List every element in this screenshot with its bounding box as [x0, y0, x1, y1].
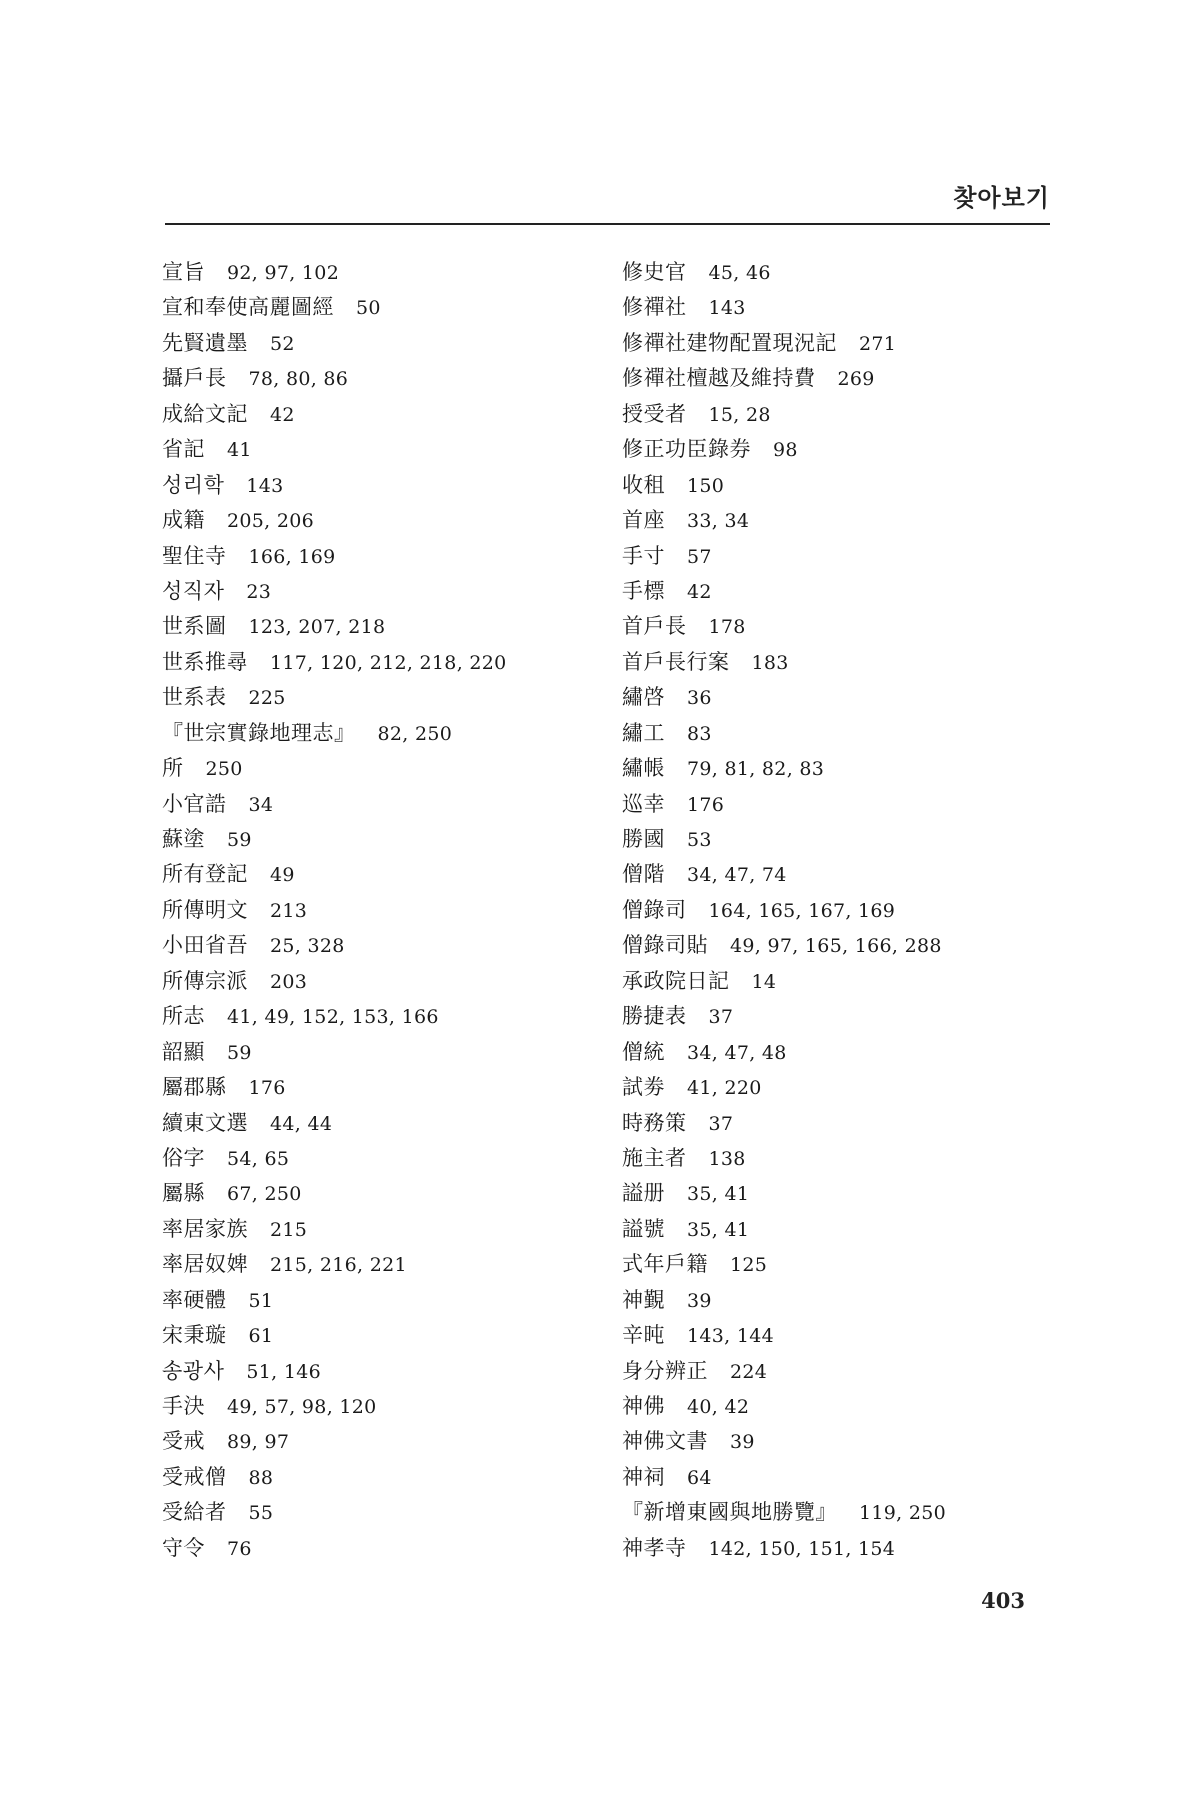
index-term: 攝戶長 [162, 366, 227, 391]
index-entry [162, 609, 592, 644]
index-entry [622, 539, 1052, 574]
index-page-refs: 37 [708, 1112, 734, 1135]
index-term: 繡啓 [622, 685, 665, 710]
index-term: 韶顯 [162, 1039, 205, 1064]
index-entry [622, 1176, 1052, 1211]
index-entry [622, 680, 1052, 715]
index-term: 率硬體 [162, 1287, 227, 1312]
page-number: 403 [981, 1588, 1025, 1613]
index-term: 首戶長行案 [622, 649, 730, 674]
index-page-refs: 55 [248, 1502, 274, 1525]
index-term: 首座 [622, 508, 665, 533]
index-term: 受戒僧 [162, 1464, 227, 1489]
index-term: 修史官 [622, 260, 687, 284]
index-entry [162, 787, 592, 822]
index-page-refs: 57 [687, 545, 712, 568]
index-page-refs: 79, 81, 82, 83 [687, 758, 825, 781]
index-column-right [622, 255, 1052, 1566]
index-term: 謚號 [622, 1216, 665, 1241]
index-term: 僧錄司 [622, 897, 687, 922]
index-page-refs: 34, 47, 74 [687, 864, 787, 887]
index-entry [162, 857, 592, 892]
index-entry [162, 1212, 592, 1247]
index-entry [162, 1283, 592, 1318]
index-page-refs: 117, 120, 212, 218, 220 [270, 651, 507, 674]
index-entry [162, 1035, 592, 1070]
index-page-refs: 164, 165, 167, 169 [708, 899, 896, 922]
index-page-refs: 41, 220 [687, 1077, 762, 1100]
index-page-refs: 59 [227, 829, 252, 851]
index-entry [622, 397, 1052, 432]
header-divider [165, 223, 1050, 225]
index-entry [622, 1354, 1052, 1389]
index-term: 神覲 [622, 1287, 665, 1312]
index-term: 神佛文書 [622, 1429, 708, 1454]
index-entry [162, 1460, 592, 1495]
index-term: 式年戶籍 [622, 1252, 708, 1277]
index-page-refs: 42 [687, 580, 712, 603]
index-entry [622, 609, 1052, 644]
index-entry [622, 999, 1052, 1034]
index-term: 小田省吾 [162, 933, 248, 958]
index-page-refs: 92, 97, 102 [227, 262, 340, 284]
index-term: 施主者 [622, 1145, 687, 1170]
index-page-refs: 98 [773, 439, 798, 462]
index-term: 宣旨 [162, 260, 205, 284]
index-term: 屬縣 [162, 1181, 205, 1206]
index-term: 省記 [162, 437, 205, 462]
index-term: 試劵 [622, 1075, 665, 1100]
index-term: 所傳宗派 [162, 968, 248, 993]
index-entry [622, 1247, 1052, 1282]
index-page-refs: 213 [270, 899, 308, 922]
index-page-refs: 215 [270, 1218, 308, 1241]
index-term: 성직자 [162, 578, 225, 603]
index-entry [162, 1247, 592, 1282]
index-page-refs: 52 [270, 332, 295, 355]
index-entry [622, 1424, 1052, 1459]
index-entry [162, 1495, 592, 1530]
index-entry [622, 857, 1052, 892]
index-entry [622, 964, 1052, 999]
index-entry [622, 1389, 1052, 1424]
index-page-refs: 125 [730, 1254, 768, 1277]
index-entry [622, 928, 1052, 963]
index-term: 率居奴婢 [162, 1252, 248, 1277]
index-entry [622, 1531, 1052, 1566]
index-term: 辛旽 [622, 1323, 665, 1348]
index-term: 修正功臣錄券 [622, 437, 751, 462]
index-term: 修禪社檀越及維持費 [622, 366, 816, 391]
index-page-refs: 49 [270, 864, 295, 887]
index-entry [162, 964, 592, 999]
index-entry [162, 290, 592, 325]
index-entry [622, 1318, 1052, 1353]
index-term: 神佛 [622, 1394, 665, 1418]
index-term: 授受者 [622, 401, 687, 426]
index-entry [162, 1141, 592, 1176]
index-entry [622, 1212, 1052, 1247]
index-term: 手寸 [622, 543, 665, 568]
index-term: 屬郡縣 [162, 1075, 227, 1100]
index-term: 世系圖 [162, 614, 227, 639]
index-entry [622, 1070, 1052, 1105]
index-entry [162, 1176, 592, 1211]
index-entry [162, 361, 592, 396]
index-entry [162, 397, 592, 432]
index-term: 神祠 [622, 1464, 665, 1489]
index-term: 神孝寺 [622, 1535, 687, 1560]
index-term: 『新增東國與地勝覽』 [622, 1500, 837, 1525]
page-header [165, 178, 1050, 230]
index-term: 續東文選 [162, 1110, 248, 1135]
index-term: 『世宗實錄地理志』 [162, 720, 356, 745]
index-term: 宋秉璇 [162, 1323, 227, 1348]
index-term: 修禪社 [622, 295, 687, 320]
index-page-refs: 50 [356, 297, 381, 320]
index-term: 所 [162, 756, 184, 781]
index-page-refs: 88 [248, 1466, 274, 1489]
index-term: 所志 [162, 1004, 205, 1029]
index-page-refs: 78, 80, 86 [248, 368, 349, 391]
index-term: 勝捷表 [622, 1004, 687, 1029]
index-page-refs: 14 [751, 970, 777, 993]
index-page-refs: 35, 41 [687, 1183, 750, 1206]
index-page-refs: 64 [687, 1466, 712, 1489]
index-entry [162, 1389, 592, 1424]
index-entry [622, 574, 1052, 609]
index-entry [622, 255, 1052, 290]
index-page-refs: 250 [205, 758, 243, 781]
index-page-refs: 142, 150, 151, 154 [708, 1537, 896, 1560]
index-term: 巡幸 [622, 791, 665, 816]
index-entry [622, 1495, 1052, 1530]
index-page-refs: 76 [227, 1537, 252, 1560]
index-entry [162, 928, 592, 963]
index-page-refs: 82, 250 [377, 722, 453, 745]
index-page-refs: 89, 97 [227, 1431, 290, 1454]
index-entry [622, 468, 1052, 503]
index-term: 先賢遺墨 [162, 330, 248, 355]
index-page-refs: 35, 41 [687, 1218, 750, 1241]
index-page-refs: 41, 49, 152, 153, 166 [227, 1006, 439, 1029]
index-page-refs: 215, 216, 221 [270, 1254, 407, 1277]
index-entry [162, 1354, 592, 1389]
index-term: 繡工 [622, 720, 665, 745]
index-term: 宣和奉使高麗圖經 [162, 295, 334, 320]
index-term: 僧統 [622, 1039, 665, 1064]
index-page-refs: 271 [859, 332, 897, 355]
index-page-refs: 53 [687, 829, 712, 851]
index-page-refs: 176 [248, 1077, 286, 1100]
index-page-refs: 49, 57, 98, 120 [227, 1396, 377, 1418]
index-entry [162, 751, 592, 786]
index-entry [622, 1460, 1052, 1495]
index-page-refs: 83 [687, 722, 712, 745]
index-term: 蘇塗 [162, 827, 205, 851]
index-term: 小官誥 [162, 791, 227, 816]
index-entry [162, 1070, 592, 1105]
section-title: 찾아보기 [953, 184, 1050, 212]
index-entry [622, 716, 1052, 751]
index-term: 勝國 [622, 827, 665, 851]
index-term: 受給者 [162, 1500, 227, 1525]
index-page-refs: 138 [708, 1147, 746, 1170]
index-page-refs: 51, 146 [246, 1360, 321, 1383]
index-page-refs: 119, 250 [859, 1502, 947, 1525]
index-page-refs: 51 [248, 1289, 274, 1312]
index-entry [162, 503, 592, 538]
index-entry [162, 539, 592, 574]
index-entry [162, 574, 592, 609]
index-entry [162, 1531, 592, 1566]
index-entry [162, 326, 592, 361]
index-page-refs: 33, 34 [687, 510, 750, 533]
index-term: 繡帳 [622, 756, 665, 781]
index-page-refs: 25, 328 [270, 935, 345, 958]
index-page-refs: 183 [751, 651, 789, 674]
index-entry [162, 1106, 592, 1141]
index-entry [162, 255, 592, 290]
index-term: 송광사 [162, 1358, 225, 1383]
index-page-refs: 176 [687, 793, 725, 816]
index-page-refs: 67, 250 [227, 1183, 302, 1206]
index-page-refs: 150 [687, 474, 725, 497]
index-page-refs: 37 [708, 1006, 734, 1029]
index-page-refs: 39 [687, 1289, 712, 1312]
index-entry [162, 1318, 592, 1353]
index-term: 성리학 [162, 472, 225, 497]
index-page-refs: 49, 97, 165, 166, 288 [730, 935, 942, 958]
index-term: 身分辨正 [622, 1358, 708, 1383]
index-entry [162, 432, 592, 467]
index-entry [622, 503, 1052, 538]
index-term: 率居家族 [162, 1216, 248, 1241]
index-term: 僧階 [622, 862, 665, 887]
index-entry [622, 1283, 1052, 1318]
index-term: 所傳明文 [162, 897, 248, 922]
index-term: 手決 [162, 1394, 205, 1418]
index-term: 世系表 [162, 685, 227, 710]
index-term: 收租 [622, 472, 665, 497]
index-entry [162, 1424, 592, 1459]
index-page-refs: 143 [246, 474, 284, 497]
index-page-refs: 41 [227, 439, 252, 462]
index-entry [622, 1106, 1052, 1141]
index-term: 修禪社建物配置現況記 [622, 330, 837, 355]
index-entry [622, 290, 1052, 325]
index-page-refs: 34, 47, 48 [687, 1041, 787, 1064]
index-entry [622, 1141, 1052, 1176]
index-page-refs: 166, 169 [248, 545, 336, 568]
index-page-refs: 54, 65 [227, 1147, 290, 1170]
index-page-refs: 34 [248, 793, 274, 816]
index-term: 受戒 [162, 1429, 205, 1454]
index-entry [622, 432, 1052, 467]
index-entry [162, 893, 592, 928]
index-page-refs: 59 [227, 1041, 252, 1064]
index-entry [162, 999, 592, 1034]
index-entry [622, 787, 1052, 822]
index-page-refs: 61 [248, 1325, 274, 1348]
index-term: 手標 [622, 578, 665, 603]
index-entry [622, 751, 1052, 786]
index-page-refs: 23 [246, 580, 272, 603]
index-page-refs: 224 [730, 1360, 768, 1383]
index-page-refs: 143, 144 [687, 1325, 775, 1348]
index-term: 成籍 [162, 508, 205, 533]
index-page-refs: 36 [687, 687, 712, 710]
index-entry [162, 680, 592, 715]
index-term: 守令 [162, 1535, 205, 1560]
index-term: 謚册 [622, 1181, 665, 1206]
index-term: 所有登記 [162, 862, 248, 887]
index-entry [622, 822, 1052, 857]
index-entry [622, 645, 1052, 680]
index-page-refs: 269 [837, 368, 875, 391]
index-entry [622, 361, 1052, 396]
index-page-refs: 205, 206 [227, 510, 315, 533]
index-term: 僧錄司貼 [622, 933, 708, 958]
index-entry [162, 468, 592, 503]
index-page-refs: 225 [248, 687, 286, 710]
index-entry [162, 645, 592, 680]
index-page-refs: 44, 44 [270, 1112, 333, 1135]
index-column-left [162, 255, 592, 1566]
index-page-refs: 143 [708, 297, 746, 320]
index-page-refs: 39 [730, 1431, 755, 1454]
index-term: 時務策 [622, 1110, 687, 1135]
index-entry [162, 716, 592, 751]
index-page-refs: 45, 46 [708, 262, 771, 284]
index-term: 聖住寺 [162, 543, 227, 568]
index-term: 世系推尋 [162, 649, 248, 674]
index-page-refs: 203 [270, 970, 308, 993]
index-page-refs: 123, 207, 218 [248, 616, 386, 639]
index-term: 俗字 [162, 1145, 205, 1170]
index-page-refs: 42 [270, 403, 295, 426]
index-term: 首戶長 [622, 614, 687, 639]
index-page-refs: 40, 42 [687, 1396, 750, 1418]
index-entry [622, 893, 1052, 928]
index-page-refs: 15, 28 [708, 403, 771, 426]
index-term: 成給文記 [162, 401, 248, 426]
index-page-refs: 178 [708, 616, 746, 639]
index-term: 承政院日記 [622, 968, 730, 993]
index-entry [162, 822, 592, 857]
index-entry [622, 326, 1052, 361]
index-entry [622, 1035, 1052, 1070]
